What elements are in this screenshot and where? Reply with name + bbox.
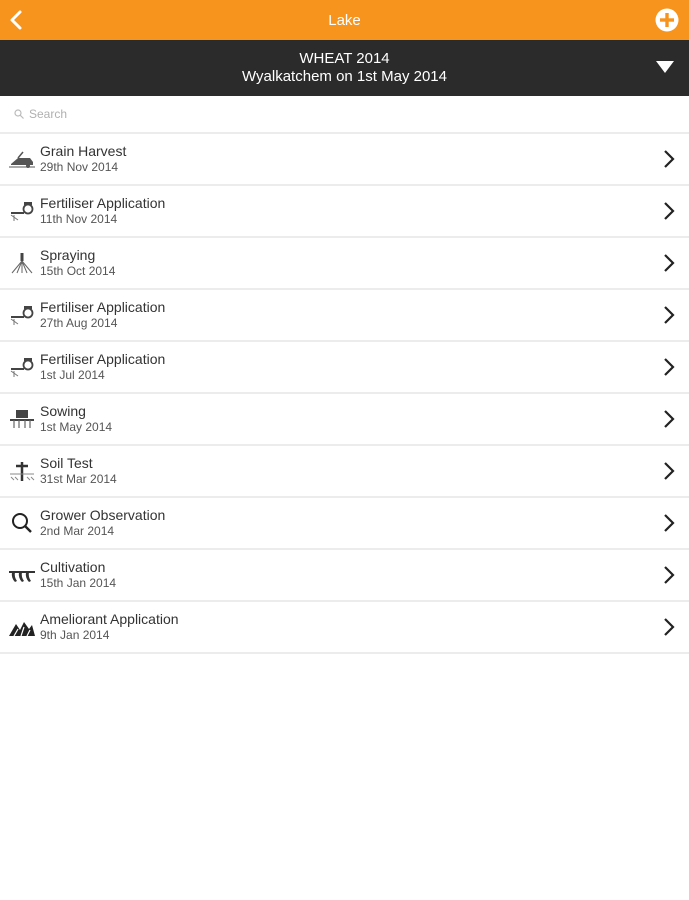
activity-list — [0, 134, 689, 654]
chevron-right-icon — [663, 565, 675, 585]
activity-name: Ameliorant Application — [40, 611, 179, 627]
fertiliser-spreader-icon — [8, 356, 36, 378]
list-item[interactable] — [0, 238, 689, 290]
chevron-right-icon — [663, 617, 675, 637]
back-chevron-icon[interactable] — [6, 8, 26, 32]
activity-name: Spraying — [40, 247, 96, 263]
page-title: Lake — [328, 11, 361, 29]
add-plus-icon[interactable] — [655, 8, 679, 32]
activity-date: 15th Jan 2014 — [40, 576, 117, 590]
fertiliser-spreader-icon — [8, 200, 36, 222]
list-item[interactable] — [0, 550, 689, 602]
activity-name: Sowing — [40, 403, 86, 419]
crop-name: WHEAT 2014 — [299, 50, 390, 67]
cultivator-tines-icon — [8, 564, 36, 586]
activity-date: 31st Mar 2014 — [40, 472, 117, 486]
chevron-right-icon — [663, 461, 675, 481]
list-item[interactable] — [0, 342, 689, 394]
lime-pile-icon — [8, 616, 36, 638]
crop-detail: Wyalkatchem on 1st May 2014 — [242, 68, 447, 85]
list-item[interactable] — [0, 134, 689, 186]
activity-date: 1st May 2014 — [40, 420, 113, 434]
crop-selector[interactable] — [0, 40, 689, 96]
search-icon — [14, 109, 24, 119]
activity-name: Grain Harvest — [40, 143, 127, 159]
activity-name: Grower Observation — [40, 507, 166, 523]
chevron-right-icon — [663, 305, 675, 325]
sprayer-nozzle-icon — [8, 252, 36, 274]
search-bar — [0, 96, 689, 134]
chevron-right-icon — [663, 513, 675, 533]
activity-date: 2nd Mar 2014 — [40, 524, 115, 538]
chevron-right-icon — [663, 253, 675, 273]
activity-name: Fertiliser Application — [40, 195, 166, 211]
activity-date: 29th Nov 2014 — [40, 160, 119, 174]
list-item[interactable] — [0, 186, 689, 238]
activity-name: Fertiliser Application — [40, 351, 166, 367]
activity-date: 1st Jul 2014 — [40, 368, 105, 382]
search-input[interactable] — [29, 107, 629, 121]
seeder-icon — [8, 408, 36, 430]
list-item[interactable] — [0, 394, 689, 446]
harvester-icon — [8, 148, 36, 170]
activity-date: 15th Oct 2014 — [40, 264, 116, 278]
activity-date: 11th Nov 2014 — [40, 212, 118, 226]
top-app-bar — [0, 0, 689, 40]
activity-name: Fertiliser Application — [40, 299, 166, 315]
list-item[interactable] — [0, 498, 689, 550]
activity-name: Cultivation — [40, 559, 106, 575]
list-item[interactable] — [0, 602, 689, 654]
fertiliser-spreader-icon — [8, 304, 36, 326]
soil-probe-icon — [8, 460, 36, 482]
chevron-right-icon — [663, 201, 675, 221]
dropdown-triangle-icon[interactable] — [655, 60, 675, 74]
chevron-right-icon — [663, 409, 675, 429]
list-item[interactable] — [0, 290, 689, 342]
chevron-right-icon — [663, 357, 675, 377]
activity-name: Soil Test — [40, 455, 93, 471]
activity-date: 27th Aug 2014 — [40, 316, 118, 330]
magnifier-icon — [8, 512, 36, 534]
list-item[interactable] — [0, 446, 689, 498]
activity-date: 9th Jan 2014 — [40, 628, 110, 642]
chevron-right-icon — [663, 149, 675, 169]
